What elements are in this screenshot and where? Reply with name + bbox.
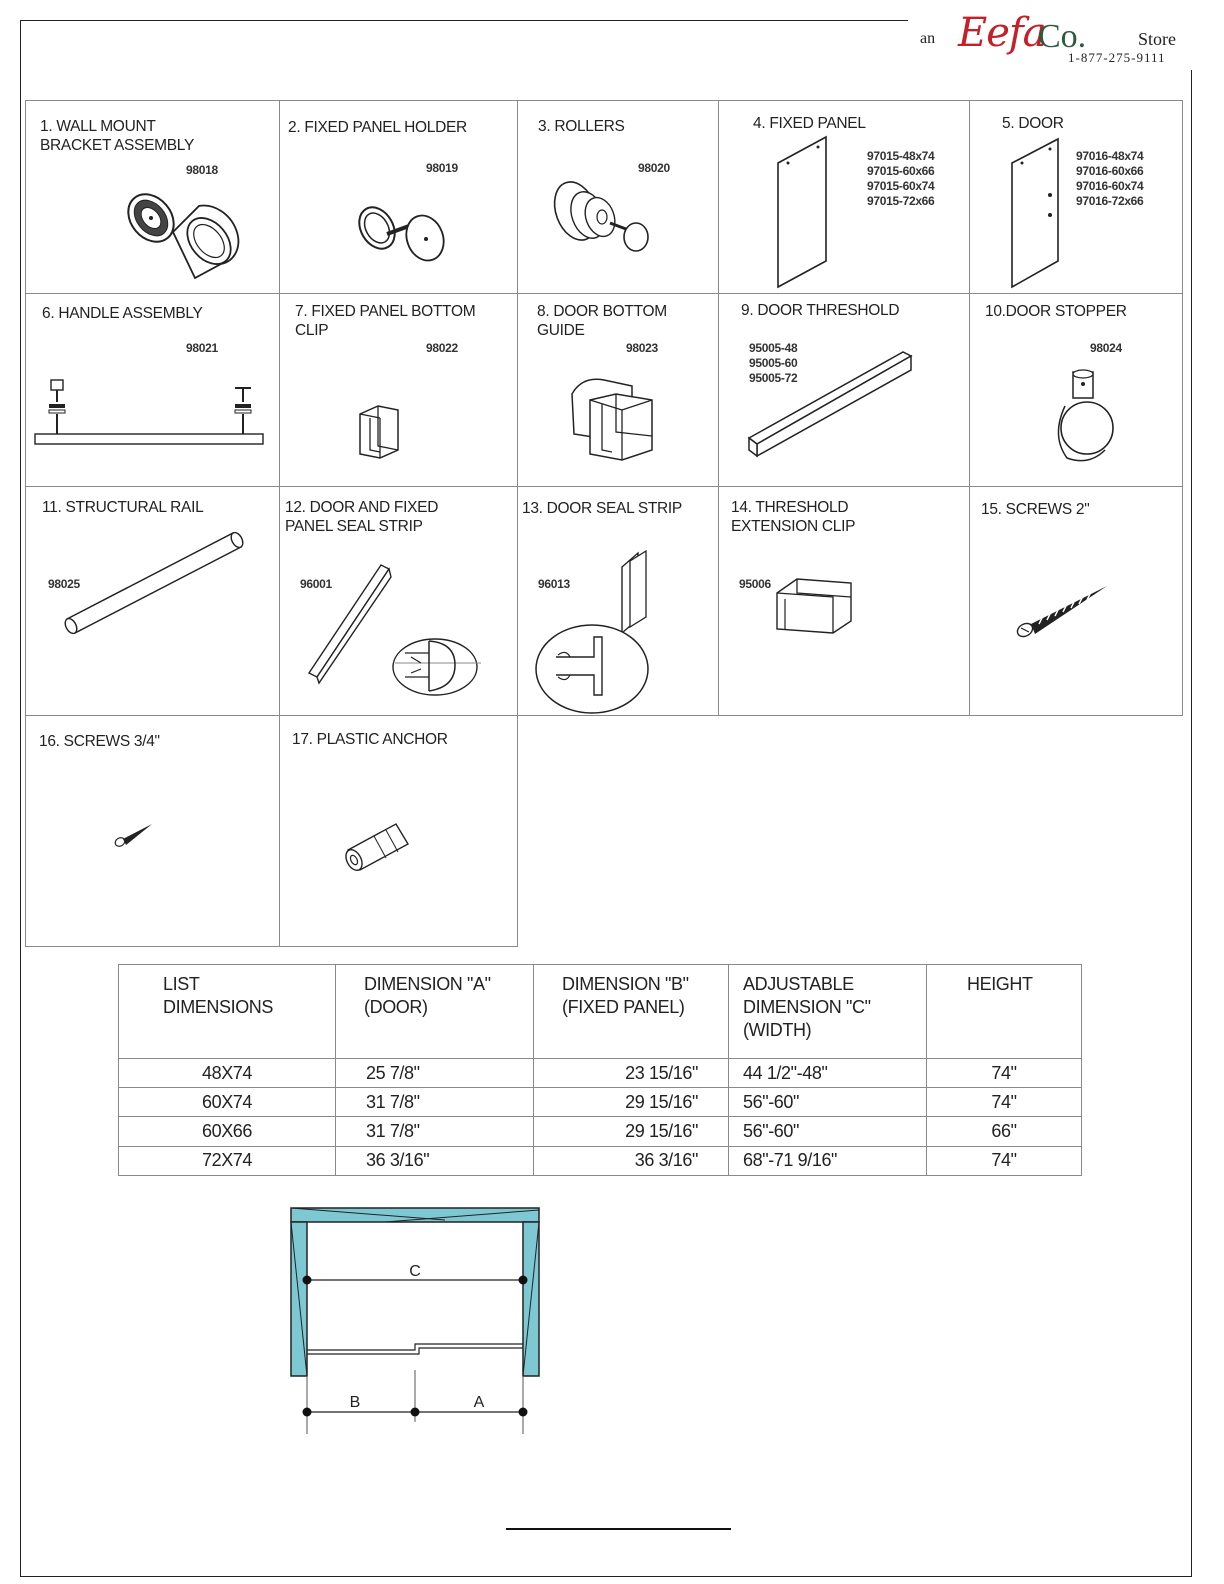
cell-dim-c: 56"-60" (729, 1117, 927, 1146)
part-number: 95005-48 95005-60 95005-72 (749, 341, 798, 385)
cell-dim-a: 36 3/16" (336, 1146, 534, 1175)
cell-dim-c: 44 1/2"-48" (729, 1058, 927, 1087)
part-cell-6 (25, 293, 280, 487)
part-number: 96013 (538, 577, 570, 591)
part-cell-4 (718, 100, 970, 294)
part-cell-15 (969, 486, 1183, 716)
cell-list: 48X74 (119, 1058, 336, 1087)
header-dimension-b: DIMENSION "B" (FIXED PANEL) (534, 965, 729, 1059)
table-row (119, 1146, 1082, 1175)
cell-dim-b: 29 15/16" (534, 1117, 729, 1146)
part-number: 95006 (739, 577, 771, 591)
part-cell-11 (25, 486, 280, 716)
table-row (119, 1088, 1082, 1117)
cell-dim-a: 25 7/8" (336, 1058, 534, 1087)
cell-dim-c: 56"-60" (729, 1088, 927, 1117)
wall-mount-bracket-icon (121, 186, 231, 281)
roller-icon (548, 171, 678, 271)
part-cell-12 (279, 486, 518, 716)
part-title: 4. FIXED PANEL (753, 115, 866, 132)
part-number: 98025 (48, 577, 80, 591)
door-stopper-icon (1045, 366, 1125, 466)
plan-label-a: A (473, 1394, 485, 1411)
threshold-bar-icon (741, 346, 921, 461)
cell-dim-b: 36 3/16" (534, 1146, 729, 1175)
plan-label-b: B (349, 1394, 361, 1411)
part-cell-8 (517, 293, 719, 487)
brand-prefix: an (920, 30, 936, 47)
header-dimension-a: DIMENSION "A" (DOOR) (336, 965, 534, 1059)
part-title: 13. DOOR SEAL STRIP (522, 500, 682, 517)
part-title: 1. WALL MOUNT BRACKET ASSEMBLY (40, 118, 194, 154)
part-cell-10 (969, 293, 1183, 487)
part-cell-16 (25, 715, 280, 947)
cell-height: 66" (927, 1117, 1082, 1146)
part-cell-5 (969, 100, 1183, 294)
part-title: 16. SCREWS 3/4" (39, 733, 160, 750)
brand-script-name: Eefa (958, 10, 1046, 56)
part-cell-9 (718, 293, 970, 487)
part-cell-7 (279, 293, 518, 487)
enclosure-plan-diagram (285, 1202, 545, 1442)
header-height: HEIGHT (927, 965, 1082, 1059)
part-number: 97015-48x74 97015-60x66 97015-60x74 97015-72x66 (867, 149, 935, 208)
part-number: 98020 (638, 161, 670, 175)
footer-rule (506, 1528, 731, 1530)
plan-label-c: C (409, 1263, 421, 1280)
panel-seal-strip-icon (305, 557, 505, 697)
part-title: 14. THRESHOLD EXTENSION CLIP (731, 499, 856, 535)
cell-dim-a: 31 7/8" (336, 1117, 534, 1146)
part-title: 8. DOOR BOTTOM GUIDE (537, 303, 667, 339)
cell-list: 60X74 (119, 1088, 336, 1117)
cell-list: 72X74 (119, 1146, 336, 1175)
cell-dim-c: 68"-71 9/16" (729, 1146, 927, 1175)
brand-phone: 1-877-275-9111 (1068, 50, 1166, 65)
table-row (119, 1058, 1082, 1087)
door-seal-strip-icon (536, 547, 666, 717)
part-cell-17 (279, 715, 518, 947)
part-title: 12. DOOR AND FIXED PANEL SEAL STRIP (285, 499, 439, 535)
part-title: 11. STRUCTURAL RAIL (42, 499, 204, 516)
part-cell-3 (517, 100, 719, 294)
part-number: 98018 (186, 163, 218, 177)
extension-clip-icon (771, 573, 861, 643)
part-cell-2 (279, 100, 518, 294)
fixed-panel-icon (774, 133, 844, 288)
part-number: 98024 (1090, 341, 1122, 355)
cell-dim-a: 31 7/8" (336, 1088, 534, 1117)
part-title: 6. HANDLE ASSEMBLY (42, 305, 203, 322)
brand-logo (908, 10, 1198, 70)
cell-height: 74" (927, 1058, 1082, 1087)
part-title: 3. ROLLERS (538, 118, 625, 135)
part-title: 2. FIXED PANEL HOLDER (288, 119, 467, 136)
bottom-guide-icon (560, 370, 670, 470)
handle-assembly-icon (31, 374, 271, 454)
structural-rail-icon (61, 529, 251, 639)
cell-dim-b: 23 15/16" (534, 1058, 729, 1087)
bottom-clip-icon (350, 394, 430, 464)
cell-list: 60X66 (119, 1117, 336, 1146)
part-title: 9. DOOR THRESHOLD (741, 302, 900, 319)
door-panel-icon (1008, 133, 1068, 288)
part-title: 5. DOOR (1002, 115, 1064, 132)
part-number: 97016-48x74 97016-60x66 97016-60x74 97016-72x66 (1076, 149, 1144, 208)
part-cell-14 (718, 486, 970, 716)
screw-long-icon (1015, 582, 1115, 642)
part-cell-13 (517, 486, 719, 716)
table-header-row (119, 965, 1082, 1059)
cell-height: 74" (927, 1088, 1082, 1117)
header-list-dimensions: LIST DIMENSIONS (119, 965, 336, 1059)
part-title: 7. FIXED PANEL BOTTOM CLIP (295, 303, 476, 339)
part-number: 96001 (300, 577, 332, 591)
fixed-panel-holder-icon (355, 196, 455, 276)
dimensions-table (118, 964, 1082, 1176)
page-frame-top (20, 20, 908, 21)
plastic-anchor-icon (342, 814, 422, 874)
header-dimension-c: ADJUSTABLE DIMENSION "C" (WIDTH) (729, 965, 927, 1059)
part-number: 98021 (186, 341, 218, 355)
brand-suffix: Store (1138, 29, 1176, 49)
part-cell-1 (25, 100, 280, 294)
part-title: 15. SCREWS 2" (981, 501, 1090, 518)
table-row (119, 1117, 1082, 1146)
cell-height: 74" (927, 1146, 1082, 1175)
part-title: 10.DOOR STOPPER (985, 303, 1127, 320)
part-number: 98019 (426, 161, 458, 175)
part-number: 98022 (426, 341, 458, 355)
cell-dim-b: 29 15/16" (534, 1088, 729, 1117)
screw-short-icon (114, 820, 154, 850)
part-title: 17. PLASTIC ANCHOR (292, 731, 448, 748)
brand-name-tail: Co. (1038, 18, 1087, 55)
part-number: 98023 (626, 341, 658, 355)
